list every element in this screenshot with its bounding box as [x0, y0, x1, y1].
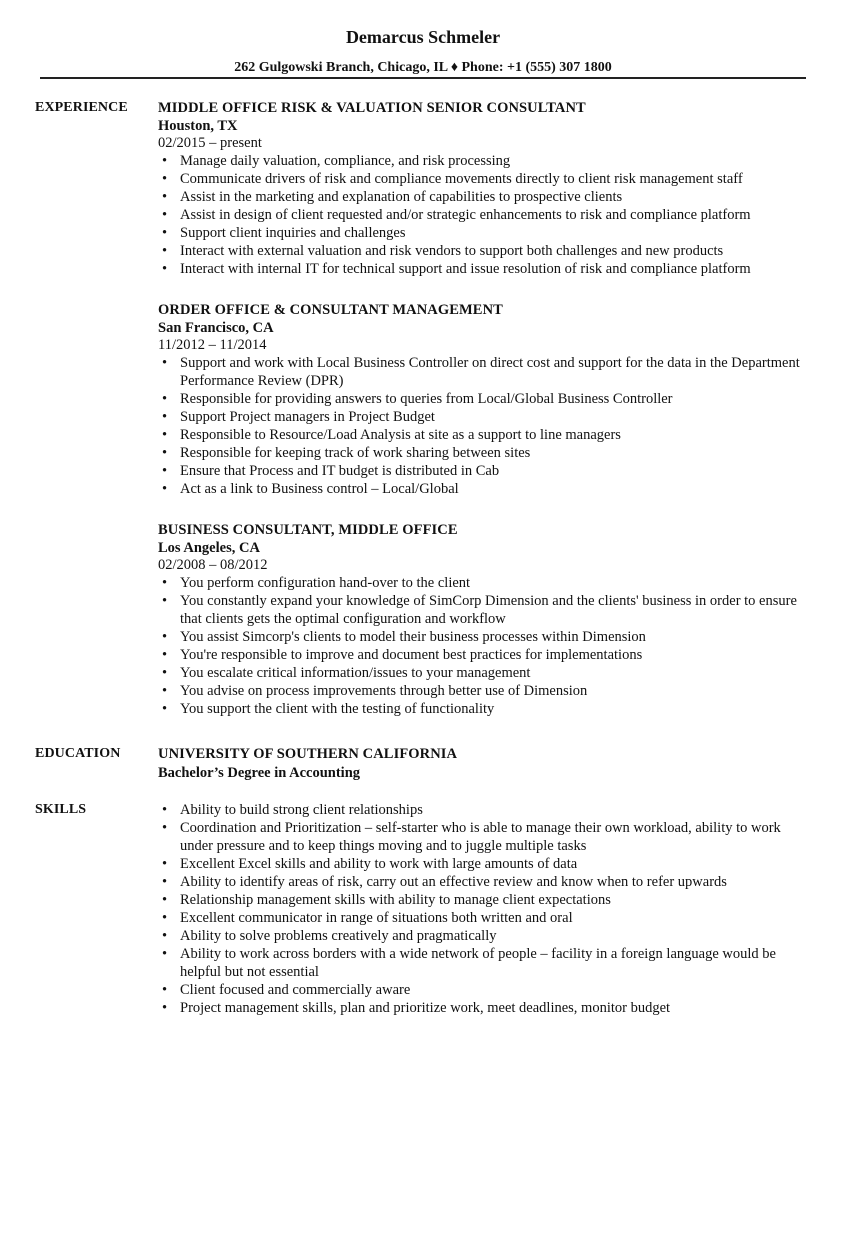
- education-label: EDUCATION: [35, 746, 121, 761]
- skills-list-wrap: [158, 800, 808, 1017]
- job-location: San Francisco, CA: [158, 320, 274, 336]
- list-item: • Ability to build strong client relationships: [158, 801, 808, 819]
- job-title: BUSINESS CONSULTANT, MIDDLE OFFICE: [158, 522, 458, 538]
- list-item: • You're responsible to improve and document best practices for implementations: [158, 646, 808, 664]
- skills-label: SKILLS: [35, 802, 87, 817]
- list-item: • Manage daily valuation, compliance, and risk processing: [158, 152, 808, 170]
- job-bullets: [158, 354, 808, 498]
- list-item: • Project management skills, plan and prioritize work, meet deadlines, monitor budget: [158, 999, 808, 1017]
- job-entry: [158, 521, 808, 718]
- list-item: • Interact with internal IT for technical support and issue resolution of risk and compliance platform: [158, 260, 808, 278]
- job-title: ORDER OFFICE & CONSULTANT MANAGEMENT: [158, 302, 503, 318]
- list-item: • Ensure that Process and IT budget is distributed in Cab: [158, 462, 808, 480]
- job-entry: [158, 301, 808, 498]
- job-bullets: [158, 574, 808, 718]
- list-item: • Ability to identify areas of risk, carry out an effective review and know when to refer upwards: [158, 873, 808, 891]
- list-item: • Support Project managers in Project Budget: [158, 408, 808, 426]
- list-item: • Responsible for providing answers to queries from Local/Global Business Controller: [158, 390, 808, 408]
- list-item: • Ability to solve problems creatively and pragmatically: [158, 927, 808, 945]
- list-item: • Act as a link to Business control – Local/Global: [158, 480, 808, 498]
- school-name: UNIVERSITY OF SOUTHERN CALIFORNIA: [158, 746, 458, 762]
- list-item: • Ability to work across borders with a wide network of people – facility in a foreign language would be helpful but not essential: [158, 945, 808, 981]
- list-item: • You support the client with the testing of functionality: [158, 700, 808, 718]
- job-title: MIDDLE OFFICE RISK & VALUATION SENIOR CONSULTANT: [158, 100, 586, 116]
- list-item: • Client focused and commercially aware: [158, 981, 808, 999]
- job-entry: [158, 99, 808, 278]
- list-item: • Support client inquiries and challenges: [158, 224, 808, 242]
- list-item: • You advise on process improvements through better use of Dimension: [158, 682, 808, 700]
- header-divider: [40, 77, 806, 79]
- list-item: • Coordination and Prioritization – self-starter who is able to manage their own workload, ability to work under pressure and to keep things moving and to juggle multiple tasks: [158, 819, 808, 855]
- list-item: • You escalate critical information/issues to your management: [158, 664, 808, 682]
- contact-line: 262 Gulgowski Branch, Chicago, IL ♦ Phone: +1 (555) 307 1800: [234, 60, 612, 75]
- skills-list: [158, 801, 808, 1017]
- job-dates: 11/2012 – 11/2014: [158, 337, 267, 353]
- list-item: • Assist in the marketing and explanation of capabilities to prospective clients: [158, 188, 808, 206]
- degree: Bachelor’s Degree in Accounting: [158, 765, 361, 781]
- list-item: • Support and work with Local Business Controller on direct cost and support for the data in the Department Performance Review (DPR): [158, 354, 808, 390]
- experience-label: EXPERIENCE: [35, 100, 128, 115]
- list-item: • Excellent Excel skills and ability to work with large amounts of data: [158, 855, 808, 873]
- candidate-name: Demarcus Schmeler: [345, 27, 501, 47]
- education-entry: [158, 745, 808, 783]
- list-item: • Excellent communicator in range of situations both written and oral: [158, 909, 808, 927]
- list-item: • Responsible to Resource/Load Analysis at site as a support to line managers: [158, 426, 808, 444]
- list-item: • You perform configuration hand-over to the client: [158, 574, 808, 592]
- job-bullets: [158, 152, 808, 278]
- list-item: • Communicate drivers of risk and compliance movements directly to client risk management staff: [158, 170, 808, 188]
- job-dates: 02/2008 – 08/2012: [158, 557, 268, 573]
- list-item: • Assist in design of client requested and/or strategic enhancements to risk and compliance platform: [158, 206, 808, 224]
- job-location: Los Angeles, CA: [158, 540, 260, 556]
- job-dates: 02/2015 – present: [158, 135, 262, 151]
- list-item: • You assist Simcorp's clients to model their business processes within Dimension: [158, 628, 808, 646]
- list-item: • Responsible for keeping track of work sharing between sites: [158, 444, 808, 462]
- list-item: • Relationship management skills with ability to manage client expectations: [158, 891, 808, 909]
- job-location: Houston, TX: [158, 118, 238, 134]
- list-item: • Interact with external valuation and risk vendors to support both challenges and new products: [158, 242, 808, 260]
- list-item: • You constantly expand your knowledge of SimCorp Dimension and the clients' business in order to ensure that clients gets the optimal configuration and workflow: [158, 592, 808, 628]
